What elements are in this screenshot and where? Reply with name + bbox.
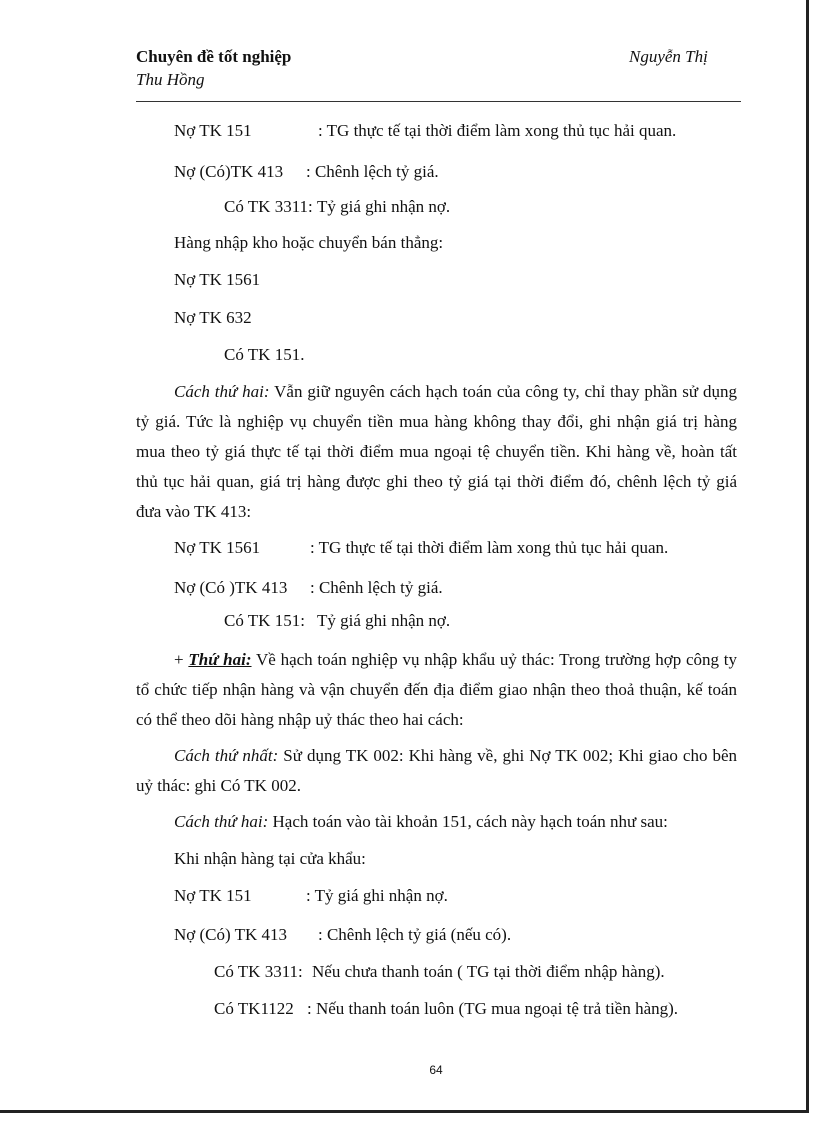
entry-line (174, 537, 668, 559)
entry-line (174, 577, 443, 599)
entry-text: Hàng nhập kho hoặc chuyển bán thẳng: (174, 233, 444, 252)
header-left (136, 45, 291, 91)
entry-line (214, 961, 665, 983)
entry-description: Nếu chưa thanh toán ( TG tại thời điểm nhập hàng). (312, 962, 665, 981)
entry-line (224, 610, 450, 632)
paragraph-lead: Cách thứ hai: (174, 382, 270, 401)
page-number: 64 (429, 1063, 443, 1077)
paragraph-thu-hai (136, 645, 737, 735)
entry-account: Nợ (Có )TK 413 (174, 578, 288, 597)
page-frame-bottom (0, 1110, 809, 1113)
entry-account: Có TK 151: (224, 611, 305, 630)
entry-account: Có TK1122 (214, 999, 294, 1018)
entry-account: Nợ TK 151 (174, 886, 252, 905)
entry-line (174, 848, 366, 870)
entry-account: Có TK 151. (224, 345, 305, 364)
header-author: Nguyễn Thị (629, 47, 708, 66)
entry-description: Tỷ giá ghi nhận nợ. (317, 611, 451, 630)
header-title: Chuyên đề tốt nghiệp (136, 47, 292, 66)
paragraph-cach-thu-nhat (136, 741, 737, 801)
entry-account: Nợ TK 1561 (174, 270, 261, 289)
entry-line (224, 344, 304, 366)
paragraph-lead: Cách thứ nhất: (174, 746, 279, 765)
entry-line (174, 811, 668, 833)
header-subtitle: Thu Hồng (136, 70, 205, 89)
entry-lead: Cách thứ hai: (174, 812, 269, 831)
entry-account: Nợ TK 151 (174, 121, 252, 140)
entry-line (214, 998, 678, 1020)
paragraph-text: Vẫn giữ nguyên cách hạch toán của công ty, chỉ thay phần sử dụng tỷ giá. Tức là nghiệp vụ chuyển tiền mua hàng không thay đổi, ghi nhận giá trị hàng mua theo tỷ giá thực tế tại thời điểm mua ngoại tệ chuyển tiền. Khi hàng về, hoàn tất thủ tục hải quan, giá trị hàng được ghi theo tỷ giá tại thời điểm đó, chênh lệch tỷ giá đưa vào TK 413: (136, 382, 737, 521)
entry-line (174, 269, 260, 291)
entry-description: : Chênh lệch tỷ giá. (310, 578, 443, 597)
entry-line (174, 924, 511, 946)
entry-line (174, 232, 443, 254)
entry-account: Nợ TK 632 (174, 308, 252, 327)
entry-account: Có TK 3311: (214, 962, 303, 981)
entry-description: : TG thực tế tại thời điểm làm xong thủ tục hải quan. (310, 538, 669, 557)
entry-description: : Nếu thanh toán luôn (TG mua ngoại tệ trả tiền hàng). (307, 999, 679, 1018)
entry-description: : Chênh lệch tỷ giá (nếu có). (318, 925, 512, 944)
header-divider (136, 101, 741, 102)
entry-line (174, 885, 448, 907)
entry-account: Có TK 3311: (224, 197, 313, 216)
entry-text: Hạch toán vào tài khoản 151, cách này hạch toán như sau: (268, 812, 668, 831)
paragraph-text: Về hạch toán nghiệp vụ nhập khẩu uỷ thác: Trong trường hợp công ty tổ chức tiếp nhận hàng và vận chuyển đến địa điểm giao nhận theo thoả thuận, kế toán có thể theo dõi hàng nhập uỷ thác theo hai cách: (136, 650, 738, 729)
plus-sign: + (174, 650, 184, 669)
entry-line (174, 307, 252, 329)
entry-description: : TG thực tế tại thời điểm làm xong thủ tục hải quan. (318, 121, 677, 140)
entry-line (224, 196, 450, 218)
entry-line (174, 120, 676, 142)
paragraph-lead: Thứ hai: (188, 650, 252, 669)
paragraph-cach-thu-hai (136, 377, 737, 527)
entry-description: : Tỷ giá ghi nhận nợ. (306, 886, 448, 905)
page-frame-right (806, 0, 809, 1110)
entry-description: Tỷ giá ghi nhận nợ. (317, 197, 451, 216)
entry-line (174, 161, 439, 183)
entry-description: : Chênh lệch tỷ giá. (306, 162, 439, 181)
entry-account: Nợ TK 1561 (174, 538, 261, 557)
paragraph-text: Sử dụng TK 002: Khi hàng về, ghi Nợ TK 002; Khi giao cho bên uỷ thác: ghi Có TK 002. (136, 746, 738, 795)
entry-account: Nợ (Có)TK 413 (174, 162, 284, 181)
entry-account: Nợ (Có) TK 413 (174, 925, 288, 944)
entry-text: Khi nhận hàng tại cửa khẩu: (174, 849, 366, 868)
